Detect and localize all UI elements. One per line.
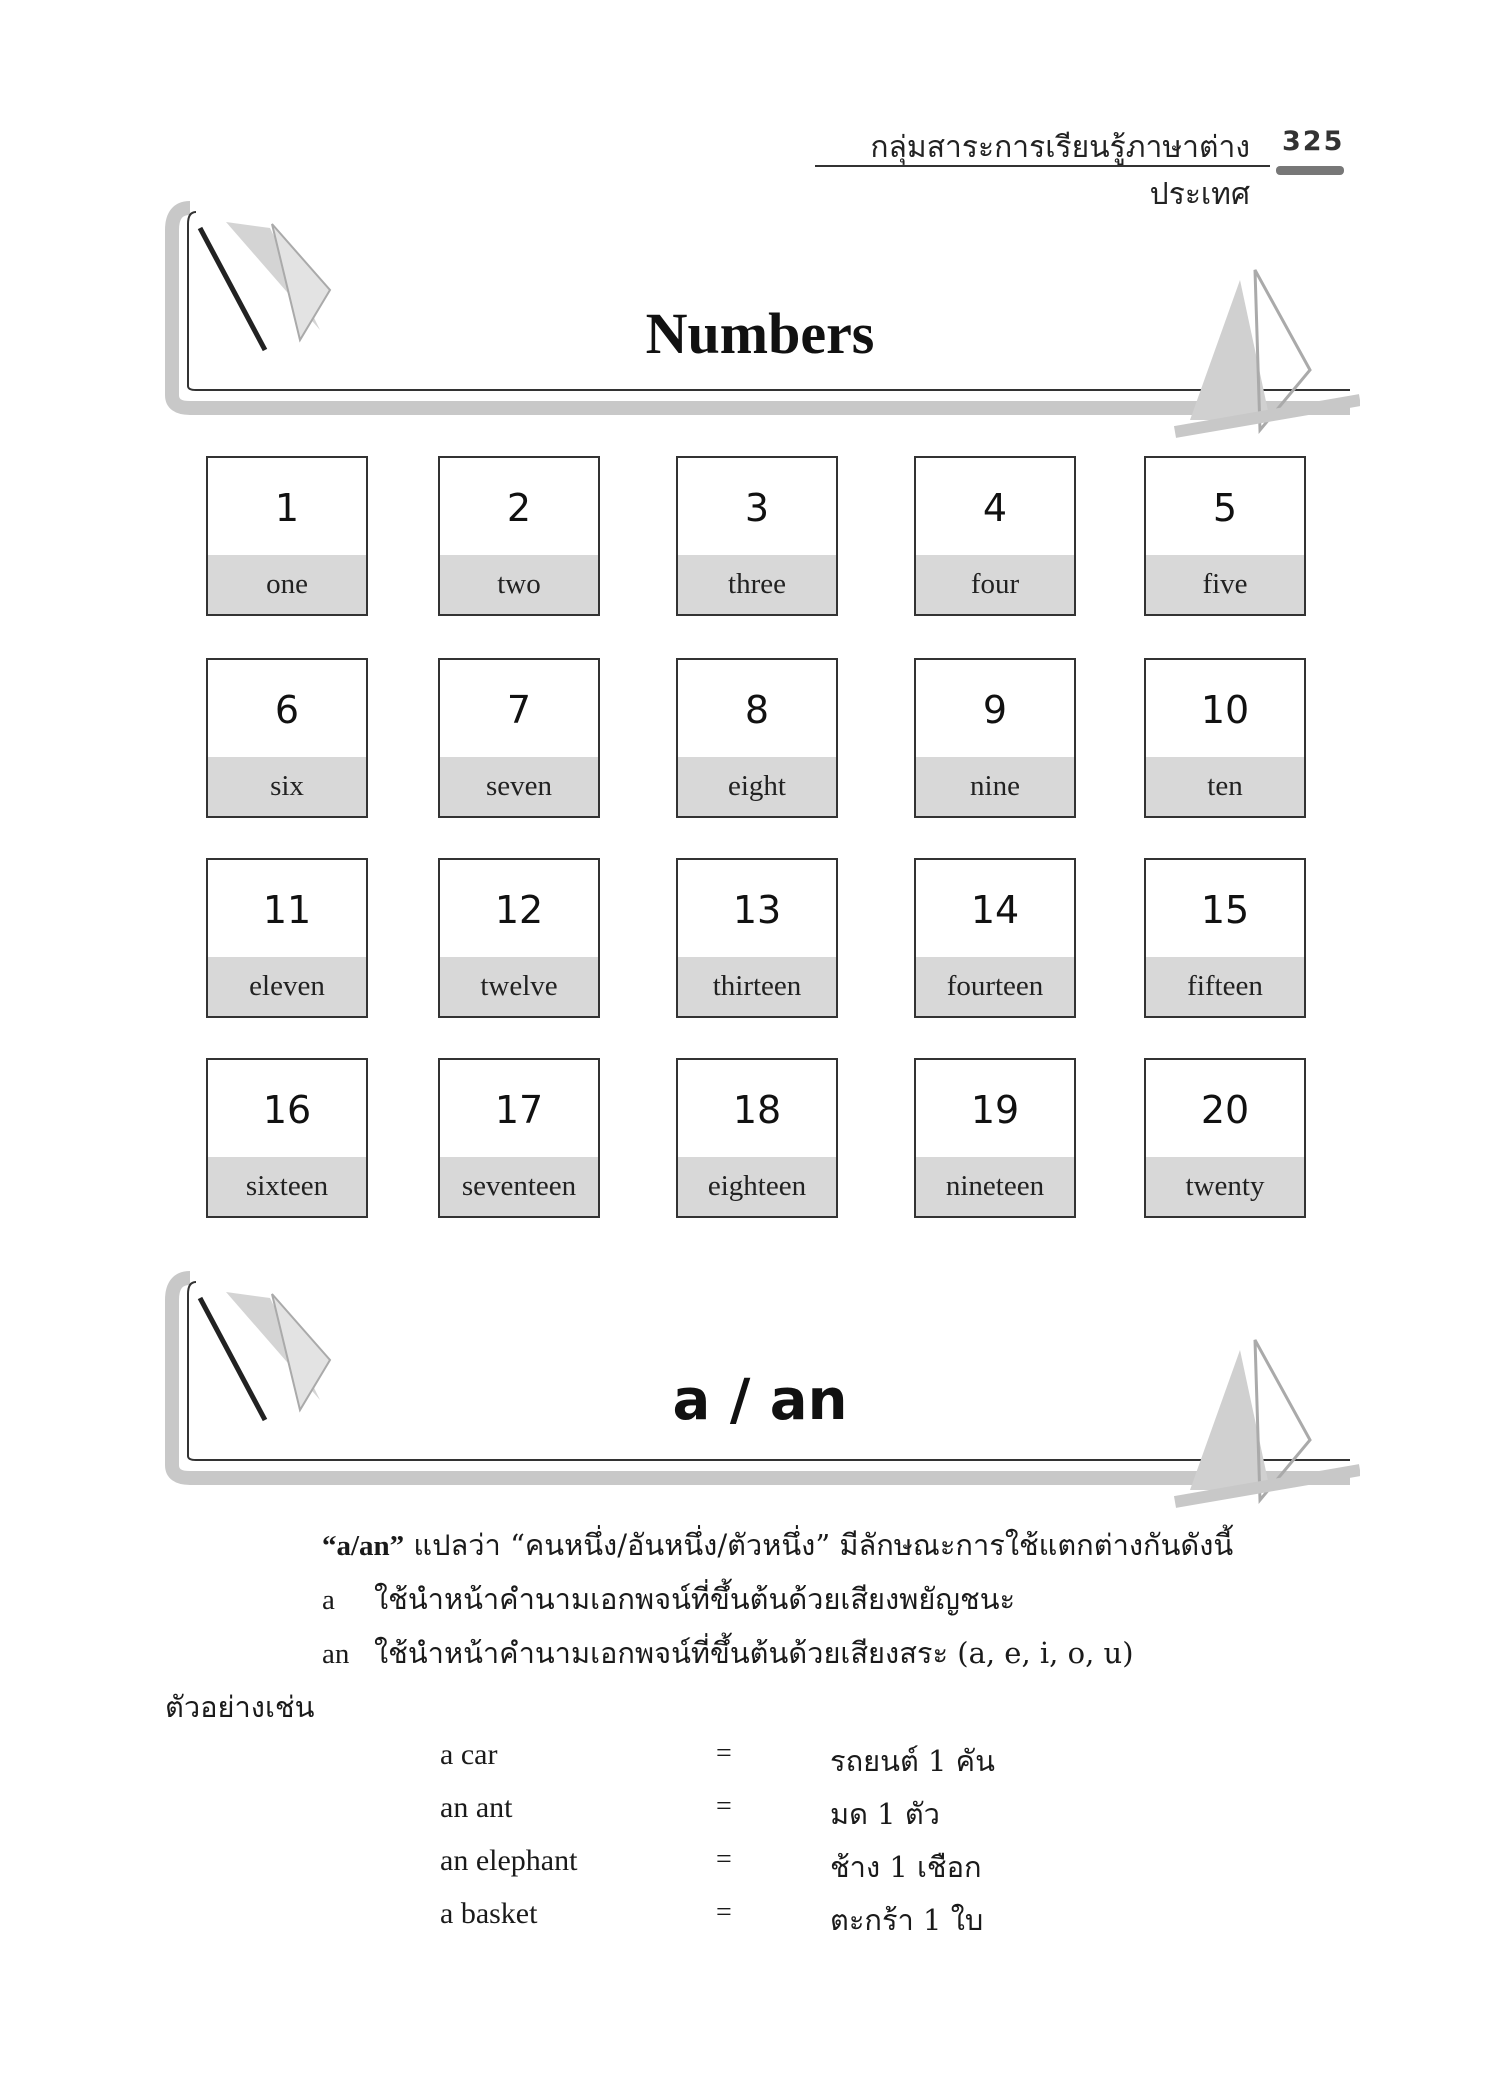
card-digit: 8 [678, 660, 836, 761]
card-digit: 1 [208, 458, 366, 559]
number-card [914, 858, 1076, 1018]
card-word: ten [1146, 757, 1304, 816]
card-digit: 9 [916, 660, 1074, 761]
number-card [676, 858, 838, 1018]
card-digit: 12 [440, 860, 598, 961]
number-card [1144, 1058, 1306, 1218]
rule-key: a [322, 1584, 335, 1616]
numbers-title: Numbers [645, 301, 875, 366]
card-word: four [916, 555, 1074, 614]
number-card [206, 658, 368, 818]
page-number: 325 [1282, 126, 1345, 157]
number-card [438, 1058, 600, 1218]
card-word: seventeen [440, 1157, 598, 1216]
intro-text: แปลว่า “คนหนึ่ง/อันหนึ่ง/ตัวหนึ่ง” มีลักษณะการใช้แตกต่างกันดังนี้ [404, 1528, 1234, 1562]
example-equals: = [716, 1897, 732, 1928]
example-thai: ตะกร้า 1 ใบ [830, 1903, 984, 1937]
example-equals: = [716, 1791, 732, 1822]
rule-line-a [322, 1576, 1015, 1622]
card-digit: 19 [916, 1060, 1074, 1161]
number-card [206, 456, 368, 616]
number-card [914, 658, 1076, 818]
card-word: three [678, 555, 836, 614]
card-word: eighteen [678, 1157, 836, 1216]
example-thai: มด 1 ตัว [830, 1797, 940, 1831]
card-word: six [208, 757, 366, 816]
article-title: a / an [672, 1368, 848, 1433]
card-digit: 4 [916, 458, 1074, 559]
intro-line [322, 1522, 1233, 1568]
card-digit: 3 [678, 458, 836, 559]
card-word: fourteen [916, 957, 1074, 1016]
number-card [438, 858, 600, 1018]
card-digit: 7 [440, 660, 598, 761]
card-digit: 20 [1146, 1060, 1304, 1161]
example-equals: = [716, 1738, 732, 1769]
example-thai: รถยนต์ 1 คัน [830, 1744, 995, 1778]
example-thai: ช้าง 1 เชือก [830, 1850, 982, 1884]
card-word: thirteen [678, 957, 836, 1016]
number-card [914, 456, 1076, 616]
article-banner [160, 1260, 1360, 1550]
number-card [914, 1058, 1076, 1218]
header-title: กลุ่มสาระการเรียนรู้ภาษาต่างประเทศ [870, 130, 1250, 212]
intro-term: “a/an” [322, 1530, 405, 1562]
card-digit: 5 [1146, 458, 1304, 559]
card-digit: 2 [440, 458, 598, 559]
number-card [1144, 658, 1306, 818]
example-label: ตัวอย่างเช่น [165, 1690, 315, 1724]
number-card [676, 456, 838, 616]
rule-line-an [322, 1630, 1134, 1676]
number-card [1144, 456, 1306, 616]
card-word: two [440, 555, 598, 614]
number-card [676, 658, 838, 818]
number-card [206, 858, 368, 1018]
card-word: fifteen [1146, 957, 1304, 1016]
card-word: nineteen [916, 1157, 1074, 1216]
card-word: eight [678, 757, 836, 816]
card-digit: 16 [208, 1060, 366, 1161]
number-card [676, 1058, 838, 1218]
rule-text: ใช้นำหน้าคำนามเอกพจน์ที่ขึ้นต้นด้วยเสียงพยัญชนะ [374, 1582, 1016, 1616]
card-digit: 17 [440, 1060, 598, 1161]
card-word: sixteen [208, 1157, 366, 1216]
card-digit: 10 [1146, 660, 1304, 761]
card-word: seven [440, 757, 598, 816]
example-english: a car [440, 1738, 498, 1771]
card-word: five [1146, 555, 1304, 614]
card-digit: 11 [208, 860, 366, 961]
card-digit: 14 [916, 860, 1074, 961]
rule-text: ใช้นำหน้าคำนามเอกพจน์ที่ขึ้นต้นด้วยเสียงสระ (a, e, i, o, u) [374, 1636, 1134, 1670]
card-digit: 18 [678, 1060, 836, 1161]
rule-key: an [322, 1638, 350, 1670]
example-english: an elephant [440, 1844, 578, 1877]
card-word: one [208, 555, 366, 614]
card-word: twenty [1146, 1157, 1304, 1216]
example-english: an ant [440, 1791, 513, 1824]
card-word: nine [916, 757, 1074, 816]
card-digit: 6 [208, 660, 366, 761]
number-card [438, 456, 600, 616]
number-card [206, 1058, 368, 1218]
number-card [1144, 858, 1306, 1018]
card-word: twelve [440, 957, 598, 1016]
example-english: a basket [440, 1897, 538, 1930]
number-card [438, 658, 600, 818]
card-digit: 13 [678, 860, 836, 961]
card-word: eleven [208, 957, 366, 1016]
card-digit: 15 [1146, 860, 1304, 961]
example-equals: = [716, 1844, 732, 1875]
